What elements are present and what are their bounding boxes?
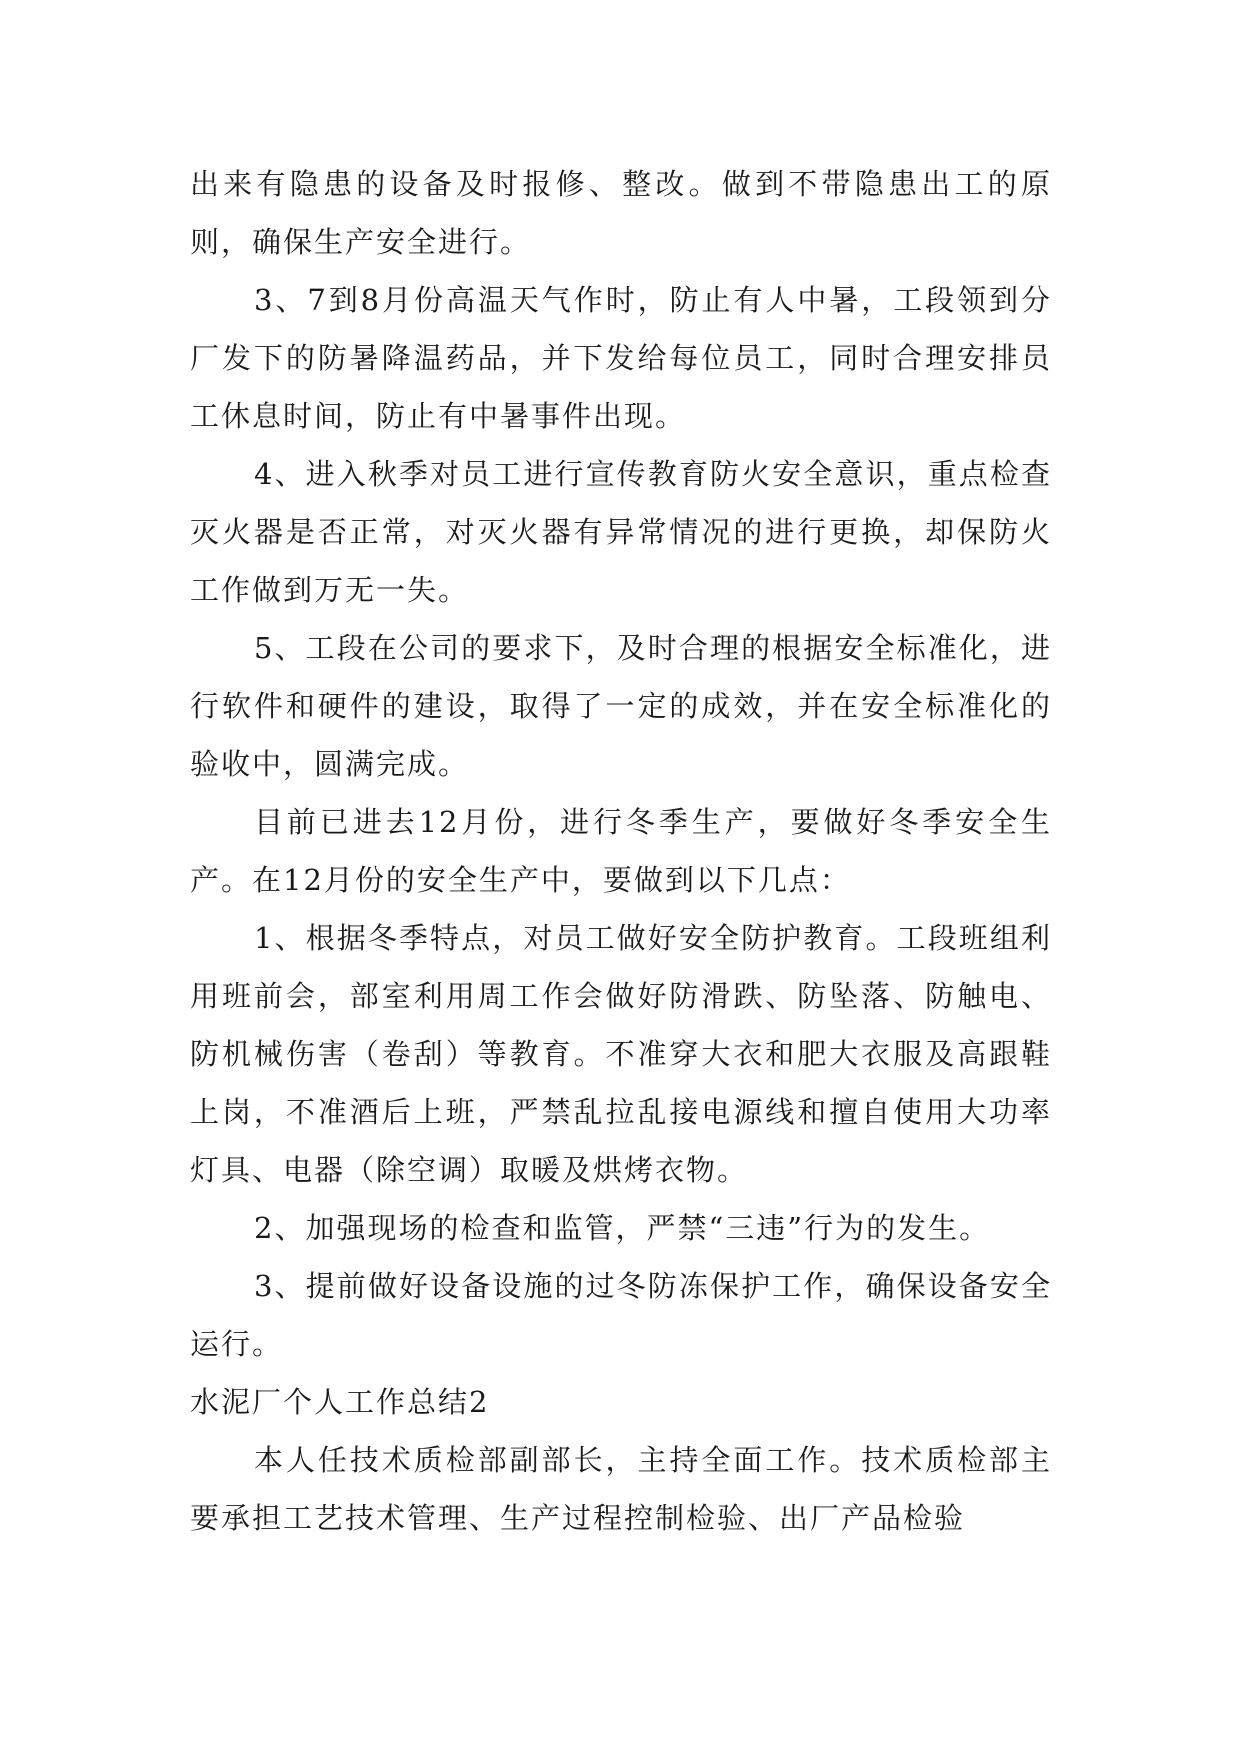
paragraph-point-3: 3、提前做好设备设施的过冬防冻保护工作，确保设备安全运行。 (190, 1269, 1052, 1361)
section-paragraph: 本人任技术质检部副部长，主持全面工作。技术质检部主要承担工艺技术管理、生产过程控制检验、出厂产品检验 (190, 1443, 1052, 1535)
paragraph-item-5: 5、工段在公司的要求下，及时合理的根据安全标准化，进行软件和硬件的建设，取得了一定的成效，并在安全标准化的验收中，圆满完成。 (190, 631, 1052, 781)
paragraph-point-1: 1、根据冬季特点，对员工做好安全防护教育。工段班组利用班前会，部室利用周工作会做好防滑跌、防坠落、防触电、防机械伤害（卷刮）等教育。不准穿大衣和肥大衣服及高跟鞋上岗，不准酒后上班，严禁乱拉乱接电源线和擅自使用大功率灯具、电器（除空调）取暖及烘烤衣物。 (190, 921, 1052, 1187)
paragraph-continuation: 出来有隐患的设备及时报修、整改。做到不带隐患出工的原则，确保生产安全进行。 (190, 167, 1052, 259)
paragraph-item-4: 4、进入秋季对员工进行宣传教育防火安全意识，重点检查灭火器是否正常，对灭火器有异常情况的进行更换，却保防火工作做到万无一失。 (190, 457, 1052, 607)
section-heading: 水泥厂个人工作总结2 (190, 1385, 490, 1419)
paragraph-item-3: 3、7到8月份高温天气作时，防止有人中暑，工段领到分厂发下的防暑降温药品，并下发给每位员工，同时合理安排员工休息时间，防止有中暑事件出现。 (190, 283, 1052, 433)
paragraph-point-2: 2、加强现场的检查和监管，严禁“三违”行为的发生。 (254, 1211, 991, 1245)
document-body (190, 155, 1052, 1547)
paragraph-december-intro: 目前已进去12月份，进行冬季生产，要做好冬季安全生产。在12月份的安全生产中，要做到以下几点： (190, 805, 1052, 897)
